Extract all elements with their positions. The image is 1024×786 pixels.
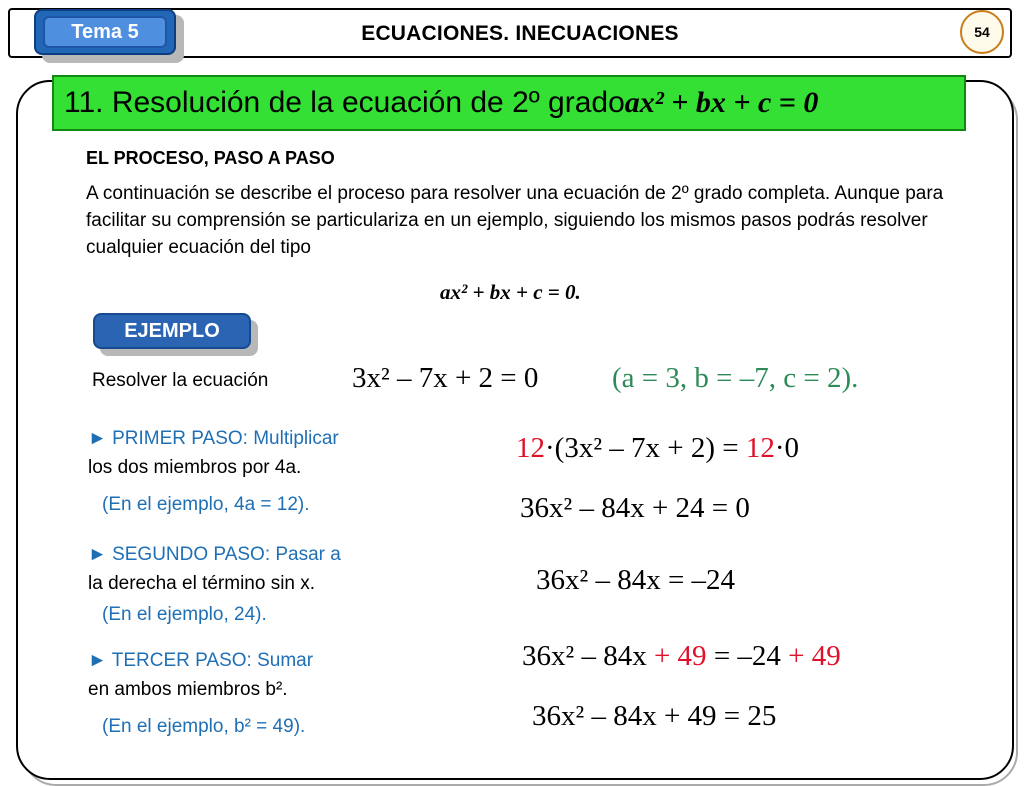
equation-step-3-result: 36x² – 84x + 49 = 25 [532, 700, 777, 732]
step-2-line2: la derecha el término sin x. [88, 573, 316, 594]
example-params: (a = 3, b = –7, c = 2). [612, 362, 859, 394]
section-title-text: 11. Resolución de la ecuación de 2º grado [64, 86, 625, 119]
step-2-line1: ► SEGUNDO PASO: Pasar a [88, 544, 341, 565]
eq4-middle: = –24 [706, 640, 789, 672]
eq1-end: ·0 [774, 432, 800, 464]
step-1 [88, 424, 339, 482]
step-3 [88, 646, 313, 704]
section-title-formula: ax² + bx + c = 0 [624, 86, 819, 119]
step-3-example: (En el ejemplo, b² = 49). [102, 716, 306, 737]
eq4-add-left: + 49 [653, 640, 707, 672]
eq1-factor-right: 12 [745, 432, 775, 464]
equation-step-3 [522, 640, 841, 673]
step-1-line1: ► PRIMER PASO: Multiplicar [88, 428, 339, 449]
section-title [52, 75, 966, 131]
general-formula: ax² + bx + c = 0. [440, 280, 581, 304]
process-intro: A continuación se describe el proceso para resolver una ecuación de 2º grado completa. Aunque para facilitar su comprensión se particulariza en un ejemplo, siguiendo los mismos pasos podrás resolver cualquier ecuación del tipo [86, 183, 944, 258]
equation-step-1 [516, 432, 799, 465]
example-equation: 3x² – 7x + 2 = 0 [352, 362, 539, 394]
page-number-badge: 54 [960, 10, 1004, 54]
header-title: ECUACIONES. INECUACIONES [361, 22, 679, 45]
step-1-line2: los dos miembros por 4a. [88, 457, 302, 478]
tema-label: Tema 5 [43, 16, 167, 48]
step-2-example: (En el ejemplo, 24). [102, 604, 267, 625]
step-3-line2: en ambos miembros b². [88, 679, 288, 700]
equation-step-2-result: 36x² – 84x = –24 [536, 564, 736, 596]
eq1-factor-left: 12 [516, 432, 545, 464]
eq4-left: 36x² – 84x [522, 640, 654, 672]
step-3-line1: ► TERCER PASO: Sumar [88, 650, 314, 671]
ejemplo-badge: EJEMPLO [93, 313, 251, 349]
step-2 [88, 540, 341, 598]
resolver-label: Resolver la ecuación [92, 370, 269, 391]
tema-badge[interactable] [34, 9, 176, 55]
eq1-middle: ·(3x² – 7x + 2) = [545, 432, 746, 464]
equation-step-1-result: 36x² – 84x + 24 = 0 [520, 492, 750, 524]
process-heading: EL PROCESO, PASO A PASO [86, 148, 335, 168]
step-1-example: (En el ejemplo, 4a = 12). [102, 494, 310, 515]
eq4-add-right: + 49 [788, 640, 841, 672]
